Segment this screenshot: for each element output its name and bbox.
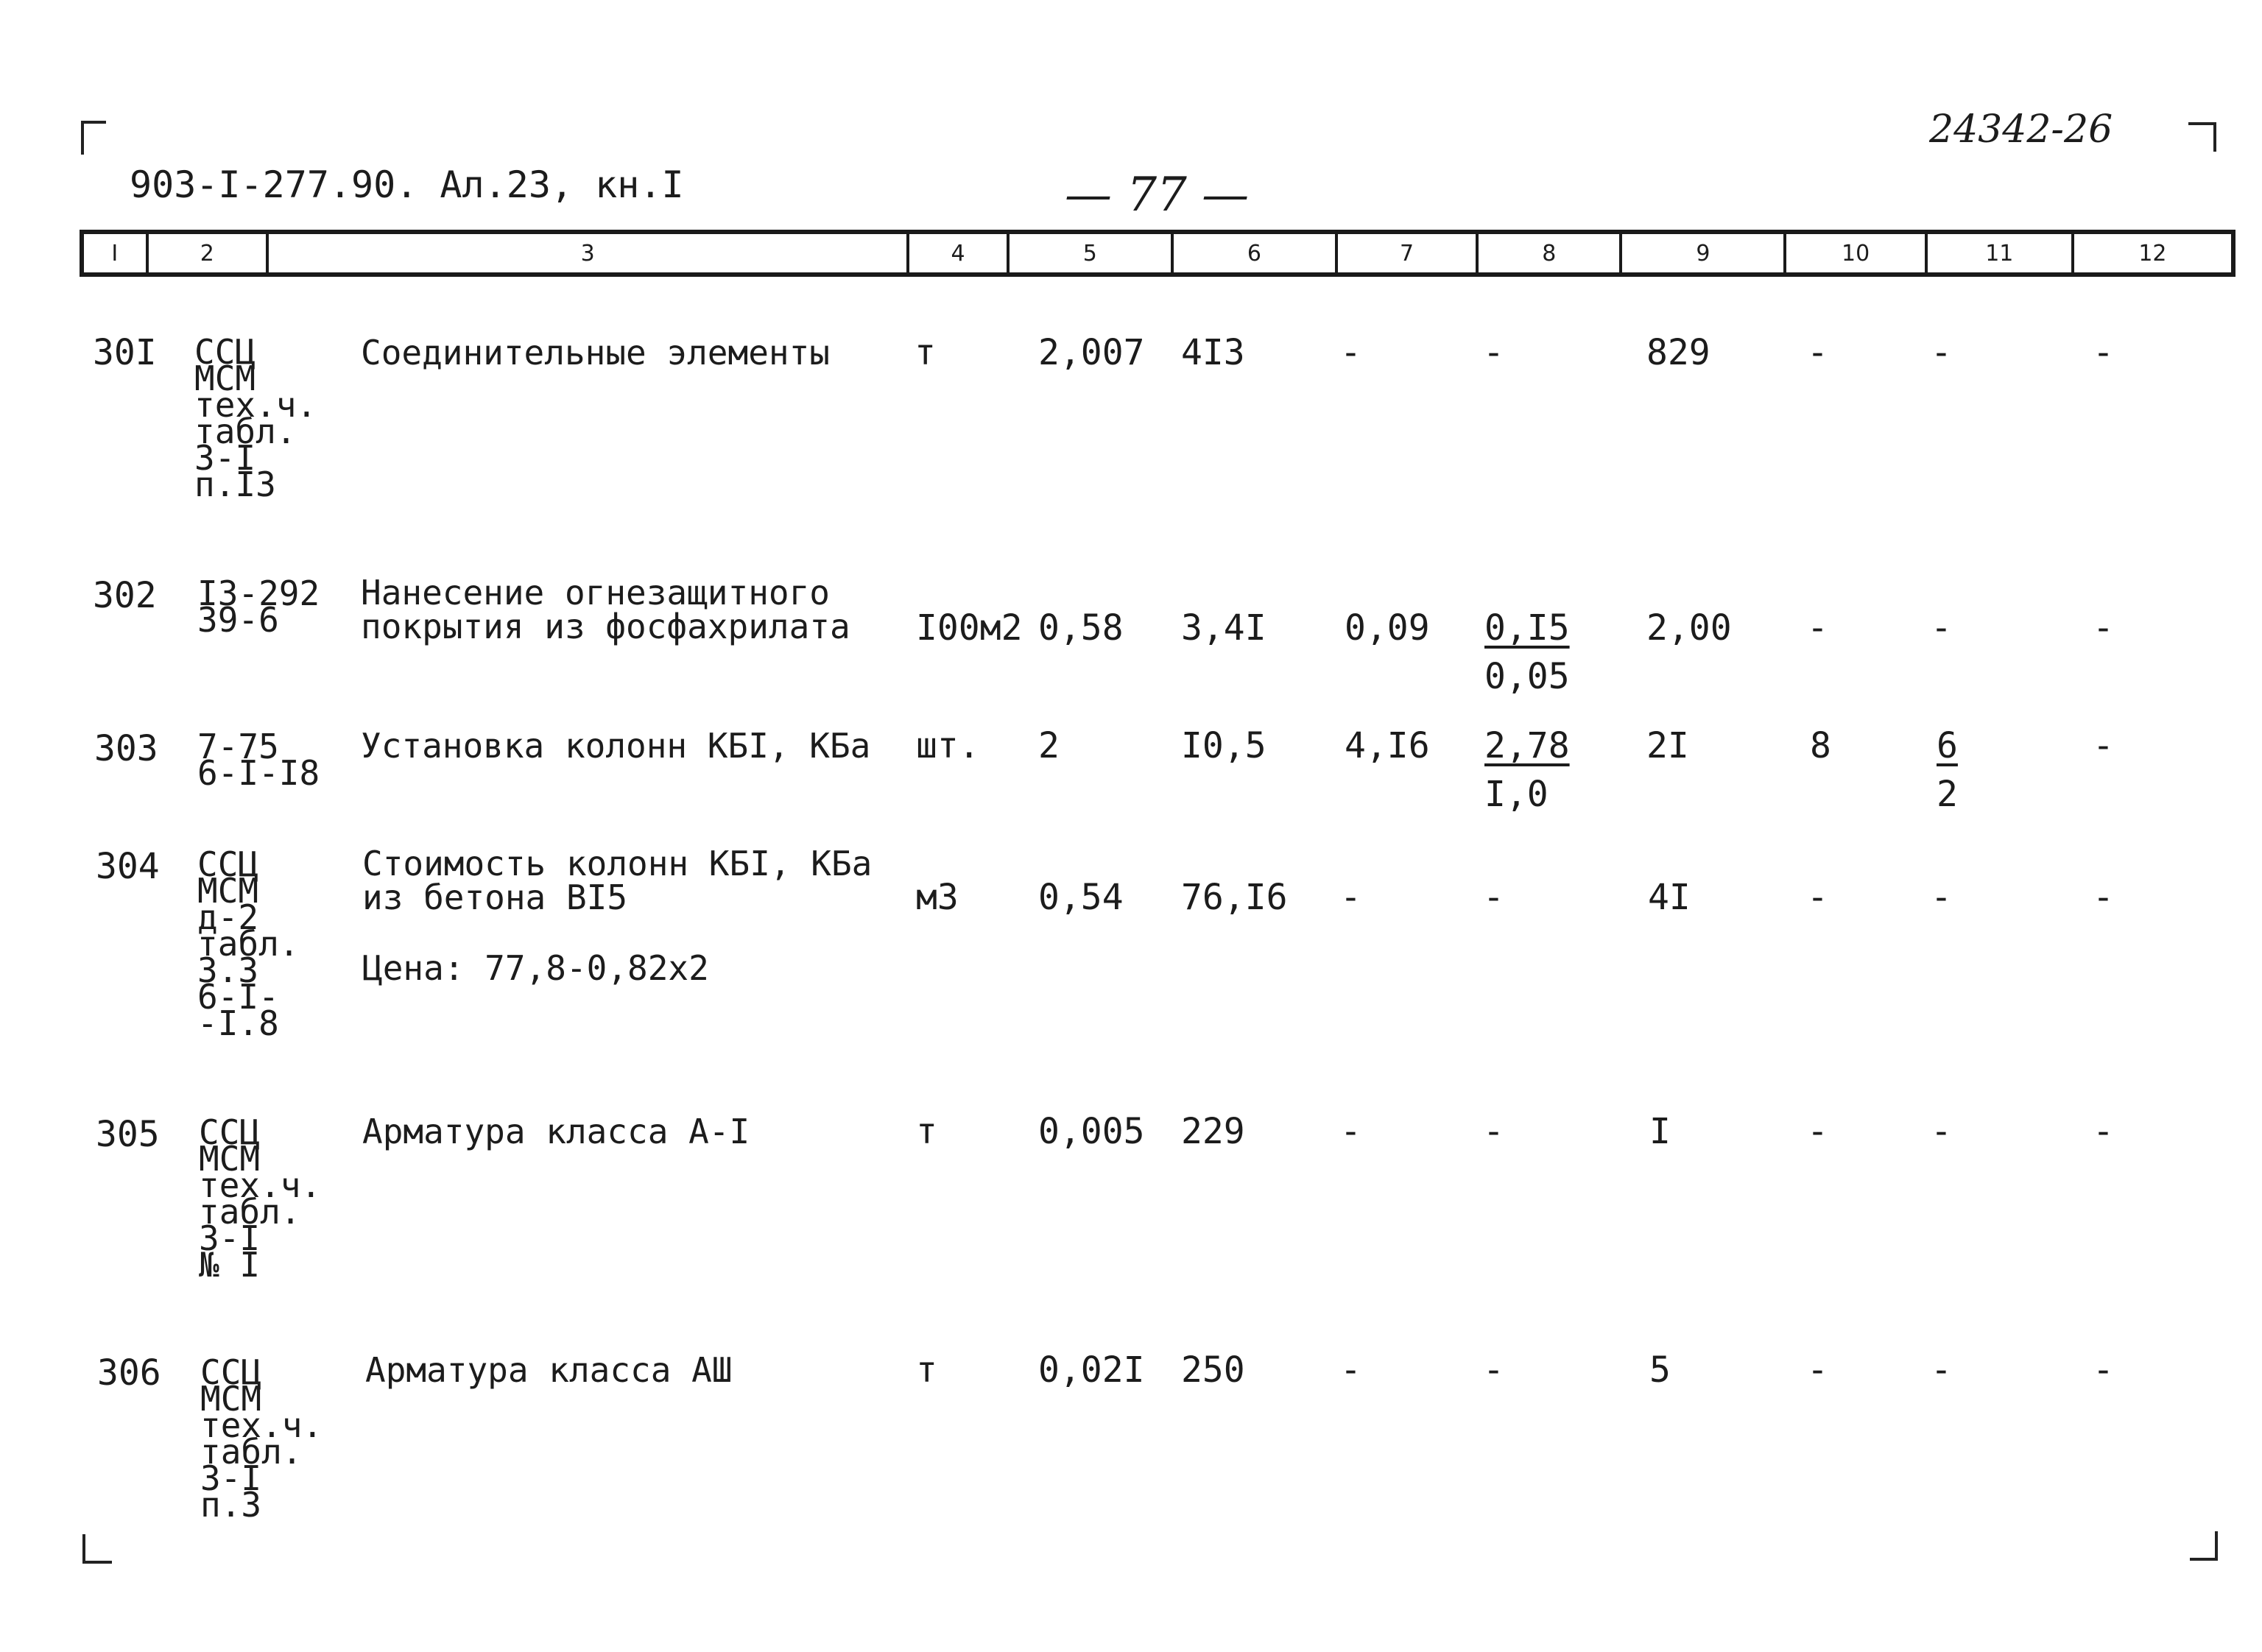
column-number: 5 [1010,234,1174,272]
row-unit: I00м2 [916,607,1023,649]
row-source: ССЦ МСМ тех.ч. табл. 3-I № I [199,1112,322,1285]
column-number: 6 [1174,234,1338,272]
row-source: ССЦ МСМ д-2 табл. 3.3 6-I- -I.8 [197,844,300,1043]
row-col12: - [2093,332,2114,373]
row-col11 [1937,725,1958,815]
column-number: 10 [1786,234,1927,272]
row-quantity: 0,54 [1038,877,1124,918]
row-col12: - [2093,1349,2114,1391]
archive-number: 24342-26 [1929,107,2113,152]
row-unit: т [916,1349,937,1391]
row-col7: - [1340,332,1361,373]
row-quantity: 2 [1038,725,1060,766]
row-col10: 8 [1810,725,1831,766]
row-quantity: 2,007 [1038,332,1145,373]
row-number: 303 [94,728,158,769]
row-description: Арматура класса AШ [365,1350,733,1390]
corner-mark-bottom-left [82,1534,112,1564]
column-number-bar [80,230,2235,277]
column-number: 8 [1479,234,1622,272]
column-number: 4 [909,234,1009,272]
row-col11: - [1931,607,1952,649]
row-col6: 4I3 [1181,332,1245,373]
corner-mark-top-right [2188,122,2216,152]
row-col9: 4I [1648,877,1691,918]
row-source: I3-292 39-6 [197,573,320,640]
row-unit: т [915,332,936,373]
row-col6: I0,5 [1181,725,1266,766]
row-col7: - [1340,1111,1361,1152]
row-source: 7-75 6-I-I8 [197,727,320,793]
column-number: 9 [1622,234,1786,272]
fraction-numerator: 6 [1937,725,1958,766]
row-description: Нанесение огнезащитного покрытия из фосфахрилата [361,573,850,646]
row-col12: - [2093,1111,2114,1152]
row-description: Соединительные элементы [361,333,830,373]
row-price-note: Цена: 77,8-0,82х2 [362,948,709,988]
row-number: 30I [93,332,157,373]
row-col12: - [2093,877,2114,918]
row-unit: шт. [916,725,980,766]
row-quantity: 0,02I [1038,1349,1145,1391]
row-col10: - [1807,1349,1828,1391]
fraction-denominator: I,0 [1484,774,1548,815]
row-quantity: 0,58 [1038,607,1124,649]
row-col8 [1484,607,1570,697]
row-col11: - [1931,877,1952,918]
column-number: 7 [1338,234,1479,272]
row-number: 306 [97,1352,161,1394]
row-number: 305 [96,1114,160,1155]
row-col9: 5 [1649,1349,1671,1391]
column-number: 12 [2138,240,2167,266]
row-col9: I [1649,1111,1671,1152]
fraction-denominator: 0,05 [1484,656,1570,697]
row-col9: 2I [1646,725,1689,766]
row-unit: м3 [916,877,959,918]
fraction-numerator: 0,I5 [1484,607,1570,649]
corner-mark-bottom-right [2190,1531,2218,1561]
row-number: 302 [93,575,157,616]
column-number: 2 [149,234,269,272]
row-col8: - [1483,877,1504,918]
row-col6: 229 [1181,1111,1245,1152]
row-col8: - [1483,332,1504,373]
row-col9: 829 [1646,332,1710,373]
row-quantity: 0,005 [1038,1111,1145,1152]
row-col7: - [1340,1349,1361,1391]
row-col10: - [1807,607,1828,649]
row-number: 304 [96,846,160,887]
row-col11: - [1931,1111,1952,1152]
row-col6: 3,4I [1181,607,1266,649]
row-col10: - [1807,332,1828,373]
row-col12: - [2093,607,2114,649]
column-number: 11 [1928,234,2074,272]
row-col8: - [1483,1111,1504,1152]
row-col7: 4,I6 [1345,725,1430,766]
row-col6: 76,I6 [1181,877,1288,918]
row-description: Стоимость колонн КБI, КБа из бетона BI5 [362,844,873,917]
fraction-numerator: 2,78 [1484,725,1570,766]
row-col10: - [1807,877,1828,918]
row-source: ССЦ МСМ тех.ч. табл. 3-I п.3 [200,1352,323,1525]
corner-mark-top-left [81,121,106,155]
row-col8: - [1483,1349,1504,1391]
fraction-denominator: 2 [1937,774,1958,815]
column-number: 3 [269,234,909,272]
row-col9: 2,00 [1646,607,1732,649]
row-col11: - [1931,1349,1952,1391]
row-col7: - [1340,877,1361,918]
column-number: I [84,234,149,272]
row-col6: 250 [1181,1349,1245,1391]
row-col7: 0,09 [1345,607,1430,649]
row-source: ССЦ МСМ тех.ч. табл. 3-I п.I3 [194,332,317,504]
page-number: — 77 — [1065,168,1250,222]
row-description: Установка колонн КБI, КБа [361,726,871,766]
row-unit: т [916,1111,937,1152]
row-col11: - [1931,332,1952,373]
row-col10: - [1807,1111,1828,1152]
document-code: 903-I-277.90. Ал.23, кн.I [130,163,684,206]
row-description: Арматура класса A-I [362,1112,750,1151]
row-col12: - [2093,725,2114,766]
row-col8 [1484,725,1570,815]
